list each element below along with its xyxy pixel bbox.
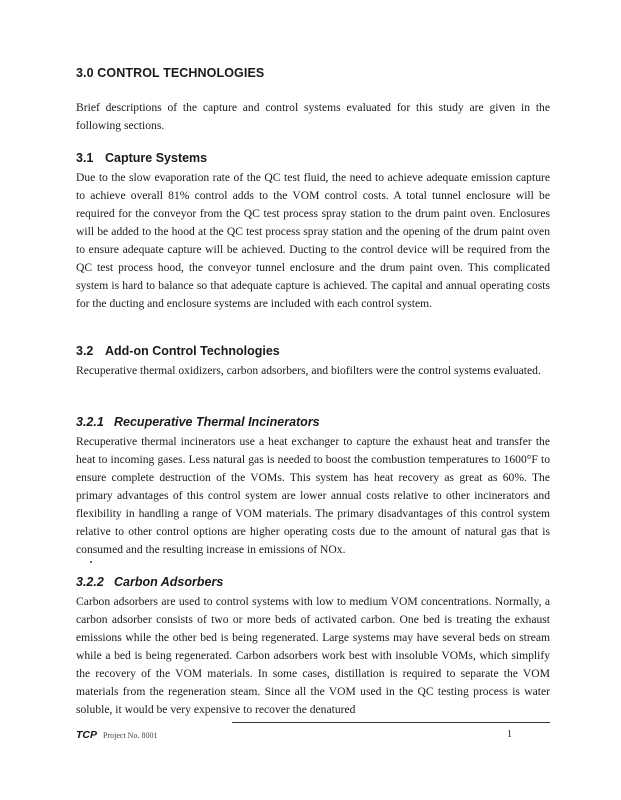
recuperative-number: 3.2.1 <box>76 415 104 429</box>
recuperative-title: Recuperative Thermal Incinerators <box>114 415 320 429</box>
page-number: 1 <box>507 729 512 740</box>
intro-paragraph: Brief descriptions of the capture and control systems evaluated for this study are given in the following sections. <box>76 101 550 132</box>
recuperative-heading <box>76 415 320 429</box>
addon-title: Add-on Control Technologies <box>105 344 280 358</box>
recuperative-paragraph: Recuperative thermal incinerators use a heat exchanger to capture the exhaust heat and transfer the heat to incoming gases. Less natural gas is needed to boost the combustion temperatures to 1600°F to ensure complete destruction of the VOMs. This system has heat recovery as great as 60%. The primary advantages of this control system are lower annual costs relative to other incinerators and flexibility in handling a range of VOM materials. The primary disadvantages of this control system relative to other control options are higher operating costs due to the amount of natural gas that is consumed and the resulting increase in emissions of NOx. <box>76 435 550 556</box>
carbon-paragraph: Carbon adsorbers are used to control systems with low to medium VOM concentrations. Normally, a carbon adsorber consists of two or more beds of activated carbon. One bed is treating the exhaust emissions while the other bed is being regenerated. Large systems may have several beds on stream while a bed is being regenerated. Carbon adsorbers work best with insoluble VOMs, which simplify the recovery of the VOM materials. In some cases, distillation is required to separate the VOM materials from the regeneration steam. Since all the VOM used in the QC testing process is water soluble, it would be very expensive to recover the denatured <box>76 595 550 716</box>
stray-mark <box>90 561 92 563</box>
footer-rule <box>232 722 550 723</box>
footer-brand-block <box>76 729 157 741</box>
section-title: CONTROL TECHNOLOGIES <box>97 66 265 80</box>
carbon-title: Carbon Adsorbers <box>114 575 224 589</box>
addon-paragraph: Recuperative thermal oxidizers, carbon adsorbers, and biofilters were the control systems evaluated. <box>76 364 541 377</box>
addon-number: 3.2 <box>76 344 94 358</box>
capture-heading <box>76 151 207 165</box>
carbon-heading <box>76 575 223 589</box>
capture-number: 3.1 <box>76 151 94 165</box>
footer-project: Project No. 8001 <box>103 731 158 740</box>
carbon-number: 3.2.2 <box>76 575 104 589</box>
addon-heading <box>76 344 280 358</box>
section-number: 3.0 <box>76 66 94 80</box>
capture-paragraph: Due to the slow evaporation rate of the QC test fluid, the need to achieve adequate emission capture to achieve overall 81% control adds to the VOM control costs. A total tunnel enclosure will be required for the conveyor from the QC test process spray station to the drum paint oven. Enclosures will be added to the hood at the QC test process spray station and the opening of the drum paint oven to ensure adequate capture will be achieved. Ducting to the control device will be required from the QC test process hood, the conveyor tunnel enclosure and the drum paint oven. This complicated system is hard to balance so that adequate capture is achieved. The capital and annual operating costs for the ducting and enclosure systems are included with each control system. <box>76 171 550 310</box>
section-heading <box>76 66 264 80</box>
capture-title: Capture Systems <box>105 151 208 165</box>
footer-brand: TCP <box>76 729 97 741</box>
